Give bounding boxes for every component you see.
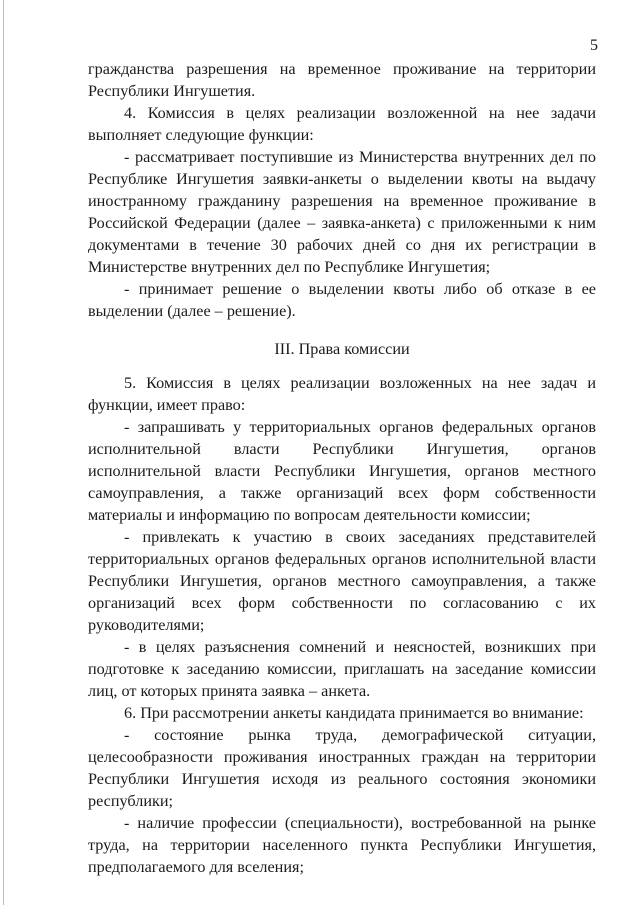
document-body bbox=[88, 58, 596, 878]
paragraph-continuation: гражданства разрешения на временное проживание на территории Республики Ингушетия. bbox=[88, 60, 596, 100]
paragraph-right-involve: - привлекать к участию в своих заседаниях представителей территориальных органов федеральных органов исполнительной власти Республики Ингушетия, органов местного самоуправления, а также организаций всех форм собственности по согласованию с их руководителями; bbox=[88, 528, 596, 634]
paragraph-right-invite: - в целях разъяснения сомнений и неясностей, возникших при подготовке к заседанию комиссии, приглашать на заседание комиссии лиц, от которых принята заявка – анкета. bbox=[88, 638, 596, 700]
section-heading: III. Права комиссии bbox=[274, 340, 410, 358]
page-number: 5 bbox=[590, 37, 598, 54]
paragraph-criterion-labor-market: - состояние рынка труда, демографической ситуации, целесообразности проживания иностранных граждан на территории Республики Ингушетия исходя из реального состояния экономики республики; bbox=[88, 726, 596, 810]
paragraph-right-request: - запрашивать у территориальных органов федеральных органов исполнительной власти Республики Ингушетия, органов исполнительной власти Республики Ингушетия, органов местного самоуправления, а также организаций всех форм собственности материалы и информацию по вопросам деятельности комиссии; bbox=[88, 418, 596, 524]
paragraph-function-decision: - принимает решение о выделении квоты либо об отказе в ее выделении (далее – решение). bbox=[88, 280, 596, 320]
paragraph-item-5: 5. Комиссия в целях реализации возложенных на нее задач и функции, имеет право: bbox=[88, 374, 596, 414]
paragraph-criterion-profession: - наличие профессии (специальности), востребованной на рынке труда, на территории населенного пункта Республики Ингушетия, предполагаемого для вселения; bbox=[88, 814, 596, 876]
paragraph-item-4: 4. Комиссия в целях реализации возложенной на нее задачи выполняет следующие функции: bbox=[88, 104, 596, 144]
page-left-edge bbox=[3, 0, 4, 905]
paragraph-function-review: - рассматривает поступившие из Министерства внутренних дел по Республике Ингушетия заявки-анкеты о выделении квоты на выдачу иностранному гражданину разрешения на временное проживание в Российской Федерации (далее – заявка-анкета) с приложенными к ним документами в течение 30 рабочих дней со дня их регистрации в Министерстве внутренних дел по Республике Ингушетия; bbox=[88, 148, 596, 276]
paragraph-item-6: 6. При рассмотрении анкеты кандидата принимается во внимание: bbox=[124, 704, 584, 722]
